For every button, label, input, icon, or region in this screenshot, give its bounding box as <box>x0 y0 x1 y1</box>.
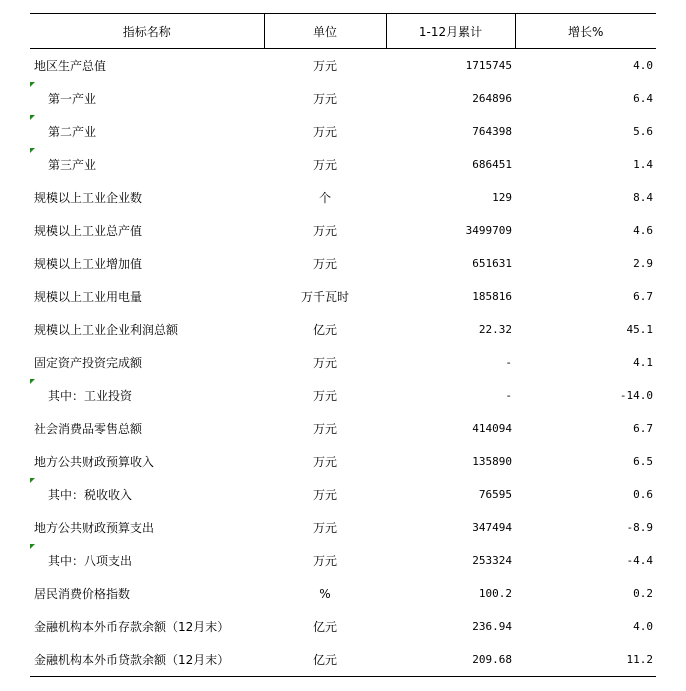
unit-cell: 万元 <box>312 125 337 139</box>
unit-cell: 个 <box>318 191 331 205</box>
indicator-name-cell <box>30 280 264 313</box>
cumulative-value-cell: 414094 <box>472 422 512 435</box>
growth-value-cell: 45.1 <box>626 323 653 336</box>
growth-value-cell: -4.4 <box>626 554 653 567</box>
cumulative-value-cell: 1715745 <box>465 59 512 72</box>
table-row <box>30 313 656 346</box>
unit-cell: 万元 <box>312 488 337 502</box>
table-row <box>30 412 656 445</box>
indicator-name: 其中：工业投资 <box>48 389 133 403</box>
table-row <box>30 247 656 280</box>
growth-value-cell: 6.5 <box>633 455 653 468</box>
unit-cell: 万元 <box>312 59 337 73</box>
indicator-name-cell <box>30 412 264 445</box>
unit-cell: 万元 <box>312 224 337 238</box>
unit-cell: 万元 <box>312 257 337 271</box>
indicator-name-cell <box>30 313 264 346</box>
table-row <box>30 115 656 148</box>
growth-value-cell: 8.4 <box>633 191 653 204</box>
unit-cell: 万元 <box>312 521 337 535</box>
indicator-name: 固定资产投资完成额 <box>34 356 143 370</box>
cumulative-value-cell: 135890 <box>472 455 512 468</box>
header-indicator-name: 指标名称 <box>30 14 264 49</box>
indicator-name-cell <box>30 214 264 247</box>
table-row <box>30 577 656 610</box>
table-row <box>30 214 656 247</box>
indicator-name-cell <box>30 610 264 643</box>
table-row <box>30 82 656 115</box>
indicator-name: 规模以上工业用电量 <box>34 290 143 304</box>
table-row <box>30 643 656 677</box>
table-row <box>30 379 656 412</box>
unit-cell: 万元 <box>312 422 337 436</box>
cumulative-value-cell: 185816 <box>472 290 512 303</box>
table-row <box>30 445 656 478</box>
indicator-name-cell <box>30 643 264 677</box>
indicator-name-cell <box>30 148 264 181</box>
cumulative-value-cell: 3499709 <box>465 224 512 237</box>
growth-value-cell: 4.0 <box>633 620 653 633</box>
indicator-name: 第二产业 <box>48 125 97 139</box>
cumulative-value-cell: 651631 <box>472 257 512 270</box>
growth-value-cell: 0.6 <box>633 488 653 501</box>
growth-value-cell: 6.7 <box>633 422 653 435</box>
cumulative-value-cell: 347494 <box>472 521 512 534</box>
unit-cell: 亿元 <box>264 643 386 677</box>
indicator-name-cell <box>30 379 264 412</box>
indicator-name: 规模以上工业企业利润总额 <box>34 323 179 337</box>
indicator-name-cell <box>30 49 264 83</box>
growth-value-cell: 4.1 <box>633 356 653 369</box>
cumulative-value-cell: 209.68 <box>386 643 515 677</box>
header-growth: 增长% <box>515 14 656 49</box>
cumulative-value-cell: 129 <box>492 191 512 204</box>
green-triangle-icon <box>30 478 35 483</box>
indicator-name-cell <box>30 82 264 115</box>
green-triangle-icon <box>30 148 35 153</box>
growth-value-cell: 4.0 <box>633 59 653 72</box>
indicator-name: 地方公共财政预算收入 <box>34 455 155 469</box>
cumulative-value-cell: 686451 <box>472 158 512 171</box>
table-row <box>30 478 656 511</box>
green-triangle-icon <box>30 82 35 87</box>
cumulative-value-cell: 100.2 <box>478 587 512 600</box>
indicator-name: 规模以上工业企业数 <box>34 191 143 205</box>
indicator-name: 其中：税收收入 <box>48 488 133 502</box>
indicator-name-cell <box>30 346 264 379</box>
growth-value-cell: 6.4 <box>633 92 653 105</box>
table-row <box>30 49 656 83</box>
table-header-row <box>30 14 656 49</box>
table-row <box>30 148 656 181</box>
unit-cell: 万元 <box>312 455 337 469</box>
table-row <box>30 544 656 577</box>
indicator-name-cell <box>30 478 264 511</box>
indicator-name-cell <box>30 115 264 148</box>
table-row <box>30 610 656 643</box>
cumulative-value-cell: 253324 <box>472 554 512 567</box>
indicator-name: 规模以上工业增加值 <box>34 257 143 271</box>
indicator-name: 第一产业 <box>48 92 97 106</box>
unit-cell: 万千瓦时 <box>300 290 349 304</box>
indicator-name-cell <box>30 577 264 610</box>
growth-value-cell: -14.0 <box>619 389 653 402</box>
cumulative-value-cell: - <box>505 356 512 369</box>
statistics-table <box>30 13 656 677</box>
unit-cell: % <box>319 586 331 601</box>
cumulative-value-cell: 22.32 <box>478 323 512 336</box>
unit-cell: 万元 <box>312 554 337 568</box>
table-row <box>30 511 656 544</box>
cumulative-value-cell: - <box>505 389 512 402</box>
indicator-name: 居民消费价格指数 <box>34 587 131 601</box>
growth-value-cell: 1.4 <box>633 158 653 171</box>
indicator-name: 社会消费品零售总额 <box>34 422 143 436</box>
table-body <box>30 49 656 677</box>
unit-cell: 万元 <box>312 92 337 106</box>
indicator-name: 第三产业 <box>48 158 97 172</box>
growth-value-cell: 2.9 <box>633 257 653 270</box>
growth-value-cell: 5.6 <box>633 125 653 138</box>
indicator-name-cell <box>30 511 264 544</box>
indicator-name: 金融机构本外币贷款余额（12月末） <box>34 653 230 667</box>
indicator-name: 地区生产总值 <box>34 59 107 73</box>
growth-value-cell: -8.9 <box>626 521 653 534</box>
indicator-name-cell <box>30 247 264 280</box>
cumulative-value-cell: 236.94 <box>472 620 512 633</box>
growth-value-cell: 4.6 <box>633 224 653 237</box>
unit-cell: 万元 <box>312 356 337 370</box>
growth-value-cell: 0.2 <box>633 587 653 600</box>
indicator-name: 规模以上工业总产值 <box>34 224 143 238</box>
unit-cell: 亿元 <box>312 323 337 337</box>
statistics-sheet <box>30 13 656 677</box>
indicator-name-cell <box>30 544 264 577</box>
cumulative-value-cell: 764398 <box>472 125 512 138</box>
growth-value-cell: 11.2 <box>515 643 656 677</box>
indicator-name-cell <box>30 445 264 478</box>
table-row <box>30 280 656 313</box>
green-triangle-icon <box>30 544 35 549</box>
table-row <box>30 346 656 379</box>
cumulative-value-cell: 264896 <box>472 92 512 105</box>
indicator-name: 金融机构本外币存款余额（12月末） <box>34 620 230 634</box>
unit-cell: 万元 <box>312 158 337 172</box>
unit-cell: 万元 <box>312 389 337 403</box>
growth-value-cell: 6.7 <box>633 290 653 303</box>
indicator-name-cell <box>30 181 264 214</box>
unit-cell: 亿元 <box>312 620 337 634</box>
green-triangle-icon <box>30 115 35 120</box>
header-cumulative: 1-12月累计 <box>386 14 515 49</box>
table-row <box>30 181 656 214</box>
indicator-name: 地方公共财政预算支出 <box>34 521 155 535</box>
indicator-name: 其中：八项支出 <box>48 554 133 568</box>
header-unit: 单位 <box>264 14 386 49</box>
green-triangle-icon <box>30 379 35 384</box>
cumulative-value-cell: 76595 <box>478 488 512 501</box>
